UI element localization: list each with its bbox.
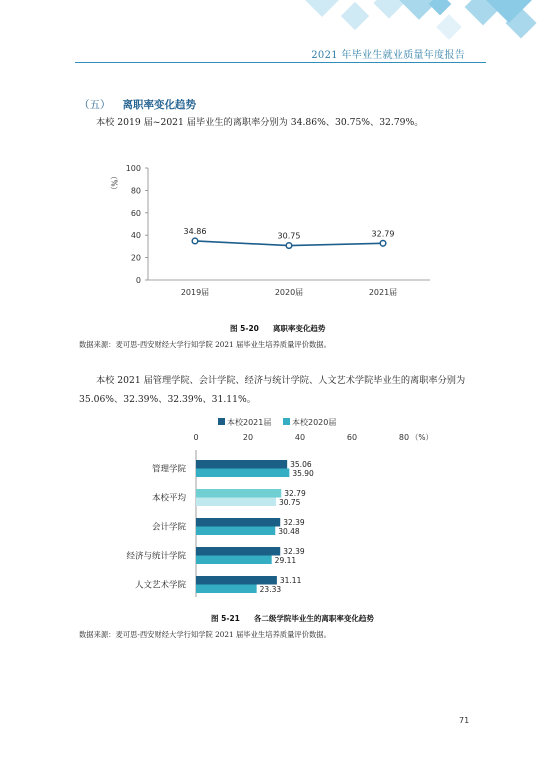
x-tick-label: 2020届 bbox=[274, 288, 304, 297]
x-tick-label: 2021届 bbox=[368, 288, 398, 297]
x-tick-label: 80 bbox=[398, 433, 410, 442]
category-label: 管理学院 bbox=[151, 464, 186, 475]
x-tick-label: 40 bbox=[294, 433, 306, 442]
bar-2020 bbox=[196, 469, 289, 478]
data-label: 32.79 bbox=[371, 229, 395, 239]
paragraph-2-line-1: 本校 2021 届管理学院、会计学院、经济与统计学院、人文艺术学院毕业生的离职率分别为 bbox=[96, 375, 466, 386]
data-label: 32.39 bbox=[283, 547, 305, 556]
figure-2-source: 数据来源：麦可思-西安财经大学行知学院 2021 届毕业生培养质量评价数据。 bbox=[79, 630, 331, 639]
y-tick-label: 40 bbox=[130, 231, 141, 241]
bar-2020 bbox=[196, 527, 275, 536]
bar-2021 bbox=[196, 576, 277, 585]
bar-2020 bbox=[196, 585, 257, 594]
legend-swatch bbox=[283, 418, 290, 425]
paragraph-2-line-2: 35.06%、32.39%、32.39%、31.11%。 bbox=[79, 394, 256, 405]
x-unit-label: （%） bbox=[410, 433, 434, 442]
data-label: 32.79 bbox=[284, 489, 306, 498]
data-label: 34.86 bbox=[183, 226, 207, 236]
data-label: 30.75 bbox=[278, 498, 301, 507]
x-tick-label: 0 bbox=[193, 433, 199, 442]
legend-swatch bbox=[218, 418, 225, 425]
data-label: 30.75 bbox=[277, 231, 301, 241]
y-tick-label: 100 bbox=[125, 164, 141, 173]
category-label: 经济与统计学院 bbox=[126, 551, 186, 562]
figure-1-source: 数据来源：麦可思-西安财经大学行知学院 2021 届毕业生培养质量评价数据。 bbox=[79, 340, 331, 349]
y-tick-label: 0 bbox=[135, 276, 141, 285]
header-decoration bbox=[0, 0, 543, 45]
bar-2021 bbox=[196, 547, 280, 556]
data-label: 35.90 bbox=[292, 469, 314, 478]
x-tick-label: 20 bbox=[242, 433, 254, 442]
category-label: 人文艺术学院 bbox=[134, 580, 186, 591]
data-label: 32.39 bbox=[283, 518, 305, 527]
line-chart-turnover-trend bbox=[100, 158, 450, 303]
data-label: 35.06 bbox=[290, 460, 312, 469]
page-number: 71 bbox=[459, 716, 470, 725]
data-label: 30.48 bbox=[278, 527, 300, 536]
category-label: 会计学院 bbox=[151, 522, 186, 533]
report-header-title: 2021 年毕业生就业质量年度报告 bbox=[311, 50, 465, 61]
figure-1-caption bbox=[230, 323, 339, 334]
data-label: 23.33 bbox=[259, 585, 282, 594]
bar-2020 bbox=[196, 556, 272, 565]
figure-2-number: 图 5-21 bbox=[211, 614, 240, 623]
category-label: 本校平均 bbox=[151, 493, 186, 504]
data-label: 29.11 bbox=[274, 556, 297, 565]
figure-2-caption bbox=[211, 613, 388, 624]
y-axis-label: （%） bbox=[109, 172, 119, 195]
figure-1-title: 离职率变化趋势 bbox=[272, 324, 326, 333]
y-tick-label: 80 bbox=[130, 186, 141, 196]
bar-chart-college-turnover bbox=[120, 412, 450, 602]
header-divider bbox=[75, 62, 486, 63]
legend-label: 本校2021届 bbox=[227, 418, 272, 427]
section-title: 离职率变化趋势 bbox=[122, 99, 196, 111]
x-tick-label: 2019届 bbox=[180, 288, 210, 297]
x-tick-label: 60 bbox=[346, 433, 358, 442]
section-heading bbox=[79, 97, 196, 112]
bar-2021 bbox=[196, 460, 287, 469]
figure-2-title: 各二级学院毕业生的离职率变化趋势 bbox=[253, 614, 374, 623]
section-number: （五） bbox=[79, 99, 111, 111]
y-tick-label: 20 bbox=[130, 253, 141, 263]
data-point bbox=[380, 240, 386, 246]
data-label: 31.11 bbox=[279, 576, 302, 585]
bar-2021 bbox=[196, 489, 281, 498]
figure-1-number: 图 5-20 bbox=[230, 324, 259, 333]
paragraph-1: 本校 2019 届~2021 届毕业生的离职率分别为 34.86%、30.75%、32.79%。 bbox=[96, 117, 424, 128]
legend-label: 本校2020届 bbox=[292, 418, 337, 427]
bar-2020 bbox=[196, 498, 276, 507]
data-point bbox=[192, 238, 198, 244]
bar-2021 bbox=[196, 518, 280, 527]
y-tick-label: 60 bbox=[130, 208, 141, 218]
data-point bbox=[286, 243, 292, 249]
